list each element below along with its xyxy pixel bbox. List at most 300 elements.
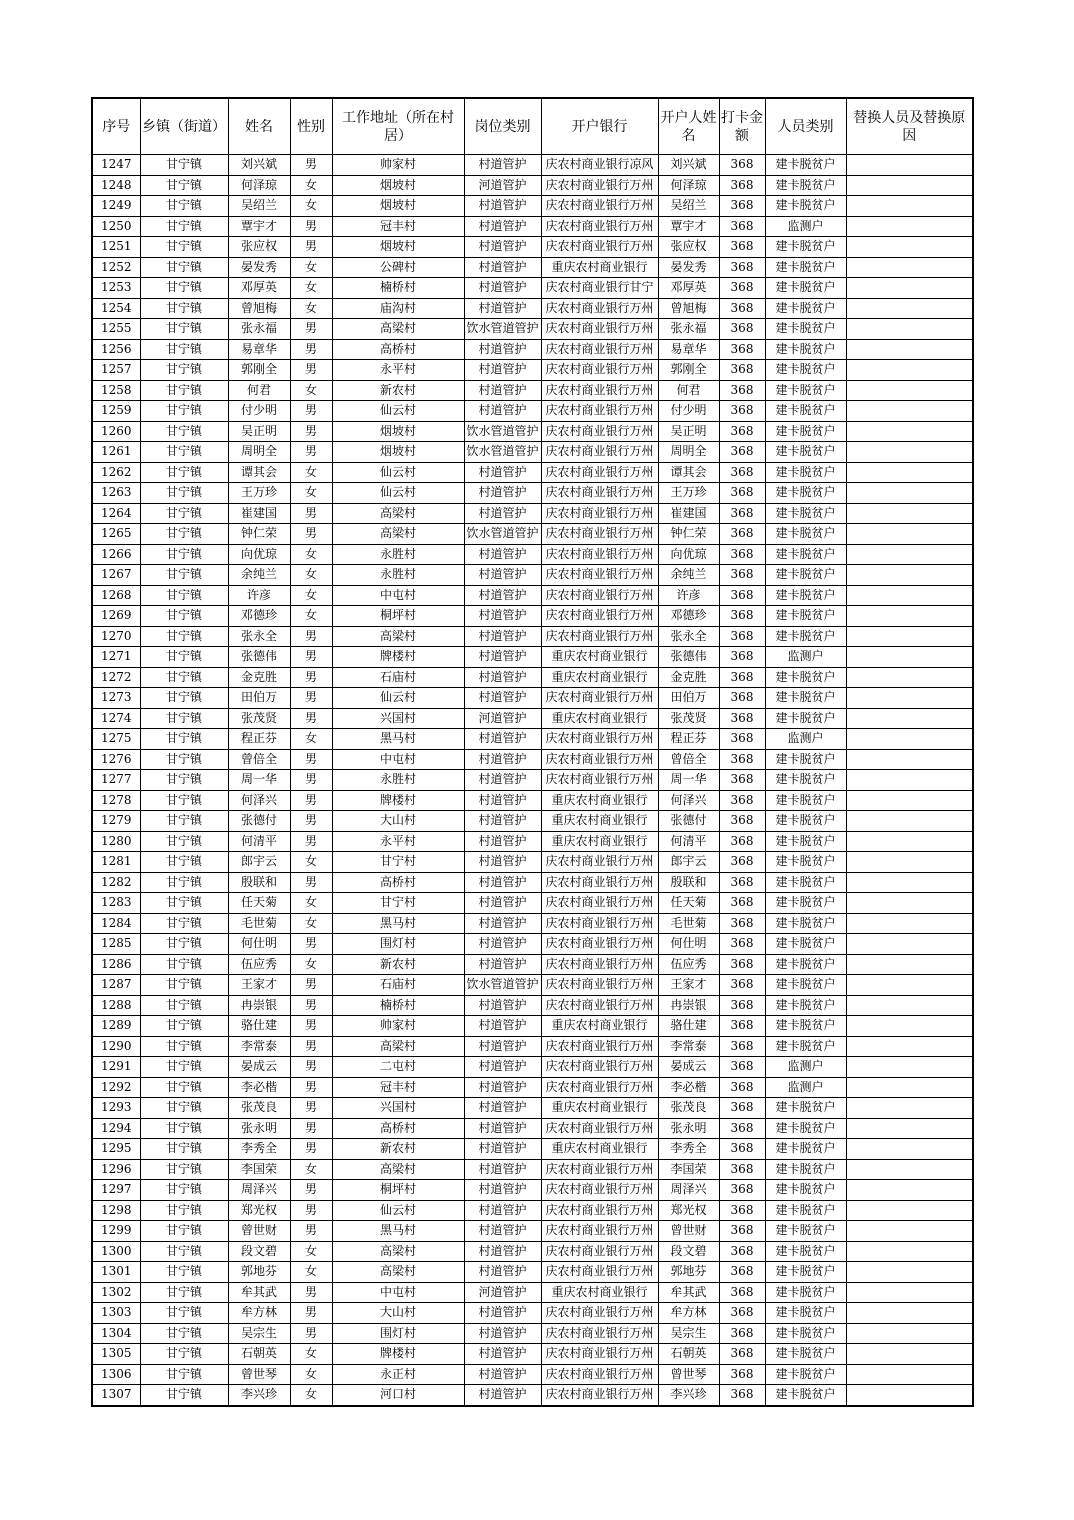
cell-amount: 368 [719, 544, 765, 565]
table-row [92, 339, 973, 360]
cell-account-holder: 王家才 [658, 975, 719, 996]
cell-seq: 1274 [92, 708, 140, 729]
cell-name: 余纯兰 [228, 565, 290, 586]
cell-seq: 1250 [92, 216, 140, 237]
table-row [92, 1385, 973, 1406]
table-row [92, 1159, 973, 1180]
cell-replacement [846, 1282, 973, 1303]
cell-seq: 1290 [92, 1036, 140, 1057]
cell-work-address: 高桥村 [332, 872, 464, 893]
cell-seq: 1278 [92, 790, 140, 811]
cell-account-holder: 周一华 [658, 770, 719, 791]
cell-gender: 男 [290, 1098, 332, 1119]
cell-person-type: 建卡脱贫户 [765, 175, 846, 196]
cell-name: 郎宇云 [228, 852, 290, 873]
cell-post-type: 村道管护 [464, 1303, 541, 1324]
cell-name: 吴正明 [228, 421, 290, 442]
cell-work-address: 围灯村 [332, 1323, 464, 1344]
cell-account-holder: 张德伟 [658, 647, 719, 668]
cell-post-type: 村道管护 [464, 155, 541, 176]
cell-account-holder: 毛世菊 [658, 913, 719, 934]
table-row [92, 1118, 973, 1139]
cell-person-type: 建卡脱贫户 [765, 380, 846, 401]
cell-account-holder: 何泽琼 [658, 175, 719, 196]
cell-seq: 1299 [92, 1221, 140, 1242]
cell-amount: 368 [719, 1180, 765, 1201]
cell-seq: 1248 [92, 175, 140, 196]
cell-replacement [846, 237, 973, 258]
cell-bank: 庆农村商业银行万州 [541, 1180, 658, 1201]
table-row [92, 1364, 973, 1385]
cell-town: 甘宁镇 [140, 770, 228, 791]
cell-account-holder: 何泽兴 [658, 790, 719, 811]
cell-person-type: 监测户 [765, 216, 846, 237]
cell-amount: 368 [719, 175, 765, 196]
cell-person-type: 建卡脱贫户 [765, 401, 846, 422]
cell-amount: 368 [719, 1016, 765, 1037]
cell-gender: 女 [290, 913, 332, 934]
cell-replacement [846, 831, 973, 852]
table-row [92, 934, 973, 955]
cell-replacement [846, 1241, 973, 1262]
cell-person-type: 建卡脱贫户 [765, 1221, 846, 1242]
cell-bank: 庆农村商业银行万州 [541, 893, 658, 914]
cell-replacement [846, 1221, 973, 1242]
cell-person-type: 建卡脱贫户 [765, 1139, 846, 1160]
cell-account-holder: 张茂良 [658, 1098, 719, 1119]
cell-work-address: 烟坡村 [332, 175, 464, 196]
cell-person-type: 监测户 [765, 1077, 846, 1098]
table-row [92, 1303, 973, 1324]
cell-work-address: 石庙村 [332, 975, 464, 996]
cell-work-address: 石庙村 [332, 667, 464, 688]
cell-seq: 1286 [92, 954, 140, 975]
cell-amount: 368 [719, 1323, 765, 1344]
cell-work-address: 黑马村 [332, 913, 464, 934]
cell-seq: 1264 [92, 503, 140, 524]
cell-gender: 男 [290, 421, 332, 442]
cell-work-address: 高梁村 [332, 524, 464, 545]
cell-town: 甘宁镇 [140, 749, 228, 770]
cell-amount: 368 [719, 647, 765, 668]
cell-work-address: 高梁村 [332, 1241, 464, 1262]
cell-account-holder: 何君 [658, 380, 719, 401]
table-row [92, 1323, 973, 1344]
cell-town: 甘宁镇 [140, 1303, 228, 1324]
cell-person-type: 建卡脱贫户 [765, 1262, 846, 1283]
table-row [92, 872, 973, 893]
cell-post-type: 村道管护 [464, 1385, 541, 1406]
cell-account-holder: 李必楷 [658, 1077, 719, 1098]
table-row [92, 729, 973, 750]
cell-town: 甘宁镇 [140, 462, 228, 483]
cell-gender: 女 [290, 380, 332, 401]
cell-gender: 女 [290, 544, 332, 565]
cell-account-holder: 李秀全 [658, 1139, 719, 1160]
cell-seq: 1261 [92, 442, 140, 463]
cell-bank: 庆农村商业银行万州 [541, 1077, 658, 1098]
cell-gender: 男 [290, 1036, 332, 1057]
cell-post-type: 村道管护 [464, 995, 541, 1016]
cell-amount: 368 [719, 995, 765, 1016]
cell-gender: 女 [290, 483, 332, 504]
table-row [92, 708, 973, 729]
cell-gender: 女 [290, 462, 332, 483]
cell-town: 甘宁镇 [140, 319, 228, 340]
cell-gender: 女 [290, 1344, 332, 1365]
cell-seq: 1276 [92, 749, 140, 770]
cell-bank: 重庆农村商业银行 [541, 1139, 658, 1160]
cell-work-address: 牌楼村 [332, 647, 464, 668]
cell-replacement [846, 196, 973, 217]
cell-seq: 1263 [92, 483, 140, 504]
cell-town: 甘宁镇 [140, 421, 228, 442]
cell-post-type: 村道管护 [464, 1344, 541, 1365]
cell-amount: 368 [719, 606, 765, 627]
cell-bank: 庆农村商业银行万州 [541, 995, 658, 1016]
cell-amount: 368 [719, 667, 765, 688]
cell-amount: 368 [719, 770, 765, 791]
cell-name: 钟仁荣 [228, 524, 290, 545]
cell-work-address: 永平村 [332, 360, 464, 381]
cell-bank: 庆农村商业银行万州 [541, 975, 658, 996]
cell-work-address: 高梁村 [332, 319, 464, 340]
cell-name: 张永明 [228, 1118, 290, 1139]
cell-bank: 庆农村商业银行万州 [541, 913, 658, 934]
cell-work-address: 兴国村 [332, 1098, 464, 1119]
cell-bank: 庆农村商业银行万州 [541, 237, 658, 258]
table-row [92, 257, 973, 278]
table-row [92, 175, 973, 196]
table-row [92, 647, 973, 668]
cell-bank: 庆农村商业银行万州 [541, 216, 658, 237]
cell-replacement [846, 1139, 973, 1160]
cell-replacement [846, 360, 973, 381]
cell-post-type: 村道管护 [464, 1057, 541, 1078]
cell-name: 王家才 [228, 975, 290, 996]
cell-bank: 重庆农村商业银行 [541, 257, 658, 278]
cell-person-type: 建卡脱贫户 [765, 1364, 846, 1385]
cell-town: 甘宁镇 [140, 831, 228, 852]
cell-bank: 庆农村商业银行万州 [541, 1036, 658, 1057]
cell-post-type: 村道管护 [464, 360, 541, 381]
cell-account-holder: 吴宗生 [658, 1323, 719, 1344]
cell-post-type: 河道管护 [464, 175, 541, 196]
cell-gender: 女 [290, 606, 332, 627]
cell-bank: 重庆农村商业银行 [541, 1282, 658, 1303]
table-row [92, 975, 973, 996]
cell-seq: 1281 [92, 852, 140, 873]
cell-work-address: 帅家村 [332, 1016, 464, 1037]
header-town: 乡镇（街道） [140, 98, 228, 155]
cell-post-type: 村道管护 [464, 401, 541, 422]
cell-replacement [846, 257, 973, 278]
cell-person-type: 建卡脱贫户 [765, 544, 846, 565]
cell-seq: 1265 [92, 524, 140, 545]
cell-post-type: 村道管护 [464, 913, 541, 934]
table-row [92, 770, 973, 791]
cell-name: 何泽兴 [228, 790, 290, 811]
cell-gender: 女 [290, 729, 332, 750]
cell-work-address: 仙云村 [332, 483, 464, 504]
cell-replacement [846, 893, 973, 914]
cell-amount: 368 [719, 1385, 765, 1406]
cell-amount: 368 [719, 298, 765, 319]
cell-name: 曾世财 [228, 1221, 290, 1242]
cell-work-address: 永胜村 [332, 770, 464, 791]
cell-person-type: 建卡脱贫户 [765, 442, 846, 463]
cell-person-type: 建卡脱贫户 [765, 1344, 846, 1365]
cell-work-address: 牌楼村 [332, 1344, 464, 1365]
cell-account-holder: 付少明 [658, 401, 719, 422]
cell-name: 牟其武 [228, 1282, 290, 1303]
cell-post-type: 村道管护 [464, 729, 541, 750]
cell-work-address: 高梁村 [332, 503, 464, 524]
cell-town: 甘宁镇 [140, 565, 228, 586]
cell-amount: 368 [719, 503, 765, 524]
cell-person-type: 建卡脱贫户 [765, 319, 846, 340]
table-row [92, 1241, 973, 1262]
cell-replacement [846, 790, 973, 811]
cell-post-type: 村道管护 [464, 298, 541, 319]
cell-seq: 1295 [92, 1139, 140, 1160]
cell-gender: 男 [290, 442, 332, 463]
cell-person-type: 监测户 [765, 729, 846, 750]
cell-seq: 1285 [92, 934, 140, 955]
cell-account-holder: 郎宇云 [658, 852, 719, 873]
cell-replacement [846, 1385, 973, 1406]
cell-name: 张应权 [228, 237, 290, 258]
header-bank: 开户银行 [541, 98, 658, 155]
table-row [92, 1139, 973, 1160]
cell-bank: 庆农村商业银行万州 [541, 1159, 658, 1180]
cell-post-type: 村道管护 [464, 934, 541, 955]
cell-town: 甘宁镇 [140, 975, 228, 996]
cell-gender: 女 [290, 1241, 332, 1262]
cell-amount: 368 [719, 1241, 765, 1262]
table-row [92, 954, 973, 975]
cell-amount: 368 [719, 319, 765, 340]
cell-gender: 女 [290, 893, 332, 914]
table-row [92, 995, 973, 1016]
cell-account-holder: 张德付 [658, 811, 719, 832]
cell-seq: 1303 [92, 1303, 140, 1324]
cell-seq: 1272 [92, 667, 140, 688]
cell-work-address: 兴国村 [332, 708, 464, 729]
cell-amount: 368 [719, 975, 765, 996]
cell-bank: 庆农村商业银行万州 [541, 503, 658, 524]
cell-name: 金克胜 [228, 667, 290, 688]
cell-amount: 368 [719, 790, 765, 811]
table-row [92, 1282, 973, 1303]
table-row [92, 626, 973, 647]
table-row [92, 1344, 973, 1365]
cell-person-type: 建卡脱贫户 [765, 257, 846, 278]
cell-replacement [846, 1180, 973, 1201]
cell-amount: 368 [719, 421, 765, 442]
header-name: 姓名 [228, 98, 290, 155]
cell-person-type: 建卡脱贫户 [765, 749, 846, 770]
cell-bank: 庆农村商业银行万州 [541, 606, 658, 627]
cell-replacement [846, 1323, 973, 1344]
cell-person-type: 建卡脱贫户 [765, 196, 846, 217]
cell-gender: 男 [290, 1323, 332, 1344]
cell-name: 张茂贤 [228, 708, 290, 729]
cell-gender: 女 [290, 1364, 332, 1385]
cell-town: 甘宁镇 [140, 401, 228, 422]
cell-account-holder: 曾倍全 [658, 749, 719, 770]
cell-gender: 女 [290, 1159, 332, 1180]
cell-replacement [846, 1303, 973, 1324]
cell-account-holder: 石朝英 [658, 1344, 719, 1365]
cell-gender: 男 [290, 360, 332, 381]
cell-work-address: 中屯村 [332, 585, 464, 606]
cell-gender: 男 [290, 1077, 332, 1098]
cell-person-type: 建卡脱贫户 [765, 872, 846, 893]
cell-account-holder: 何清平 [658, 831, 719, 852]
cell-account-holder: 崔建国 [658, 503, 719, 524]
cell-work-address: 大山村 [332, 811, 464, 832]
cell-bank: 庆农村商业银行万州 [541, 565, 658, 586]
cell-work-address: 二屯村 [332, 1057, 464, 1078]
cell-town: 甘宁镇 [140, 339, 228, 360]
cell-town: 甘宁镇 [140, 1118, 228, 1139]
cell-account-holder: 余纯兰 [658, 565, 719, 586]
cell-name: 田伯万 [228, 688, 290, 709]
cell-gender: 男 [290, 524, 332, 545]
cell-town: 甘宁镇 [140, 175, 228, 196]
cell-work-address: 新农村 [332, 1139, 464, 1160]
cell-replacement [846, 1098, 973, 1119]
cell-seq: 1259 [92, 401, 140, 422]
cell-post-type: 村道管护 [464, 380, 541, 401]
cell-name: 吴宗生 [228, 1323, 290, 1344]
cell-bank: 重庆农村商业银行 [541, 667, 658, 688]
cell-work-address: 高梁村 [332, 1159, 464, 1180]
cell-account-holder: 曾旭梅 [658, 298, 719, 319]
cell-replacement [846, 995, 973, 1016]
cell-name: 郭刚全 [228, 360, 290, 381]
cell-bank: 庆农村商业银行万州 [541, 1385, 658, 1406]
cell-post-type: 村道管护 [464, 872, 541, 893]
cell-work-address: 围灯村 [332, 934, 464, 955]
cell-person-type: 建卡脱贫户 [765, 708, 846, 729]
cell-account-holder: 冉崇银 [658, 995, 719, 1016]
cell-replacement [846, 1077, 973, 1098]
cell-replacement [846, 934, 973, 955]
cell-seq: 1291 [92, 1057, 140, 1078]
cell-work-address: 高梁村 [332, 1262, 464, 1283]
cell-post-type: 村道管护 [464, 1077, 541, 1098]
cell-name: 王万珍 [228, 483, 290, 504]
cell-post-type: 村道管护 [464, 667, 541, 688]
cell-town: 甘宁镇 [140, 1077, 228, 1098]
cell-replacement [846, 1364, 973, 1385]
cell-town: 甘宁镇 [140, 1262, 228, 1283]
cell-post-type: 村道管护 [464, 831, 541, 852]
cell-account-holder: 钟仁荣 [658, 524, 719, 545]
cell-seq: 1252 [92, 257, 140, 278]
cell-account-holder: 郭刚全 [658, 360, 719, 381]
cell-town: 甘宁镇 [140, 1241, 228, 1262]
cell-name: 刘兴斌 [228, 155, 290, 176]
cell-replacement [846, 565, 973, 586]
cell-post-type: 村道管护 [464, 1323, 541, 1344]
cell-seq: 1300 [92, 1241, 140, 1262]
cell-bank: 重庆农村商业银行 [541, 811, 658, 832]
cell-seq: 1306 [92, 1364, 140, 1385]
cell-town: 甘宁镇 [140, 688, 228, 709]
cell-work-address: 烟坡村 [332, 196, 464, 217]
cell-gender: 男 [290, 770, 332, 791]
cell-bank: 庆农村商业银行万州 [541, 175, 658, 196]
cell-bank: 庆农村商业银行万州 [541, 462, 658, 483]
cell-replacement [846, 585, 973, 606]
cell-amount: 368 [719, 913, 765, 934]
cell-work-address: 永正村 [332, 1364, 464, 1385]
cell-work-address: 烟坡村 [332, 442, 464, 463]
table-row [92, 749, 973, 770]
cell-name: 何清平 [228, 831, 290, 852]
cell-seq: 1249 [92, 196, 140, 217]
cell-gender: 男 [290, 667, 332, 688]
cell-person-type: 建卡脱贫户 [765, 790, 846, 811]
cell-bank: 庆农村商业银行万州 [541, 401, 658, 422]
cell-post-type: 村道管护 [464, 647, 541, 668]
cell-work-address: 桐坪村 [332, 606, 464, 627]
cell-name: 李必楷 [228, 1077, 290, 1098]
table-row [92, 852, 973, 873]
cell-town: 甘宁镇 [140, 298, 228, 319]
cell-post-type: 村道管护 [464, 1098, 541, 1119]
cell-seq: 1297 [92, 1180, 140, 1201]
cell-town: 甘宁镇 [140, 995, 228, 1016]
cell-name: 程正芬 [228, 729, 290, 750]
cell-post-type: 村道管护 [464, 339, 541, 360]
cell-post-type: 村道管护 [464, 1262, 541, 1283]
cell-work-address: 牌楼村 [332, 790, 464, 811]
cell-replacement [846, 1262, 973, 1283]
cell-person-type: 建卡脱贫户 [765, 1385, 846, 1406]
cell-seq: 1258 [92, 380, 140, 401]
cell-person-type: 建卡脱贫户 [765, 1016, 846, 1037]
cell-town: 甘宁镇 [140, 237, 228, 258]
cell-person-type: 建卡脱贫户 [765, 688, 846, 709]
cell-person-type: 建卡脱贫户 [765, 237, 846, 258]
cell-bank: 重庆农村商业银行 [541, 647, 658, 668]
cell-work-address: 仙云村 [332, 401, 464, 422]
cell-post-type: 村道管护 [464, 544, 541, 565]
table-row [92, 1221, 973, 1242]
cell-name: 周泽兴 [228, 1180, 290, 1201]
cell-replacement [846, 462, 973, 483]
cell-gender: 男 [290, 872, 332, 893]
cell-bank: 庆农村商业银行万州 [541, 954, 658, 975]
cell-amount: 368 [719, 1364, 765, 1385]
cell-account-holder: 李国荣 [658, 1159, 719, 1180]
cell-name: 张永全 [228, 626, 290, 647]
cell-bank: 庆农村商业银行万州 [541, 1262, 658, 1283]
cell-replacement [846, 913, 973, 934]
cell-bank: 庆农村商业银行万州 [541, 380, 658, 401]
cell-replacement [846, 749, 973, 770]
cell-town: 甘宁镇 [140, 483, 228, 504]
cell-amount: 368 [719, 1098, 765, 1119]
cell-person-type: 建卡脱贫户 [765, 975, 846, 996]
cell-gender: 女 [290, 298, 332, 319]
cell-amount: 368 [719, 626, 765, 647]
cell-amount: 368 [719, 442, 765, 463]
